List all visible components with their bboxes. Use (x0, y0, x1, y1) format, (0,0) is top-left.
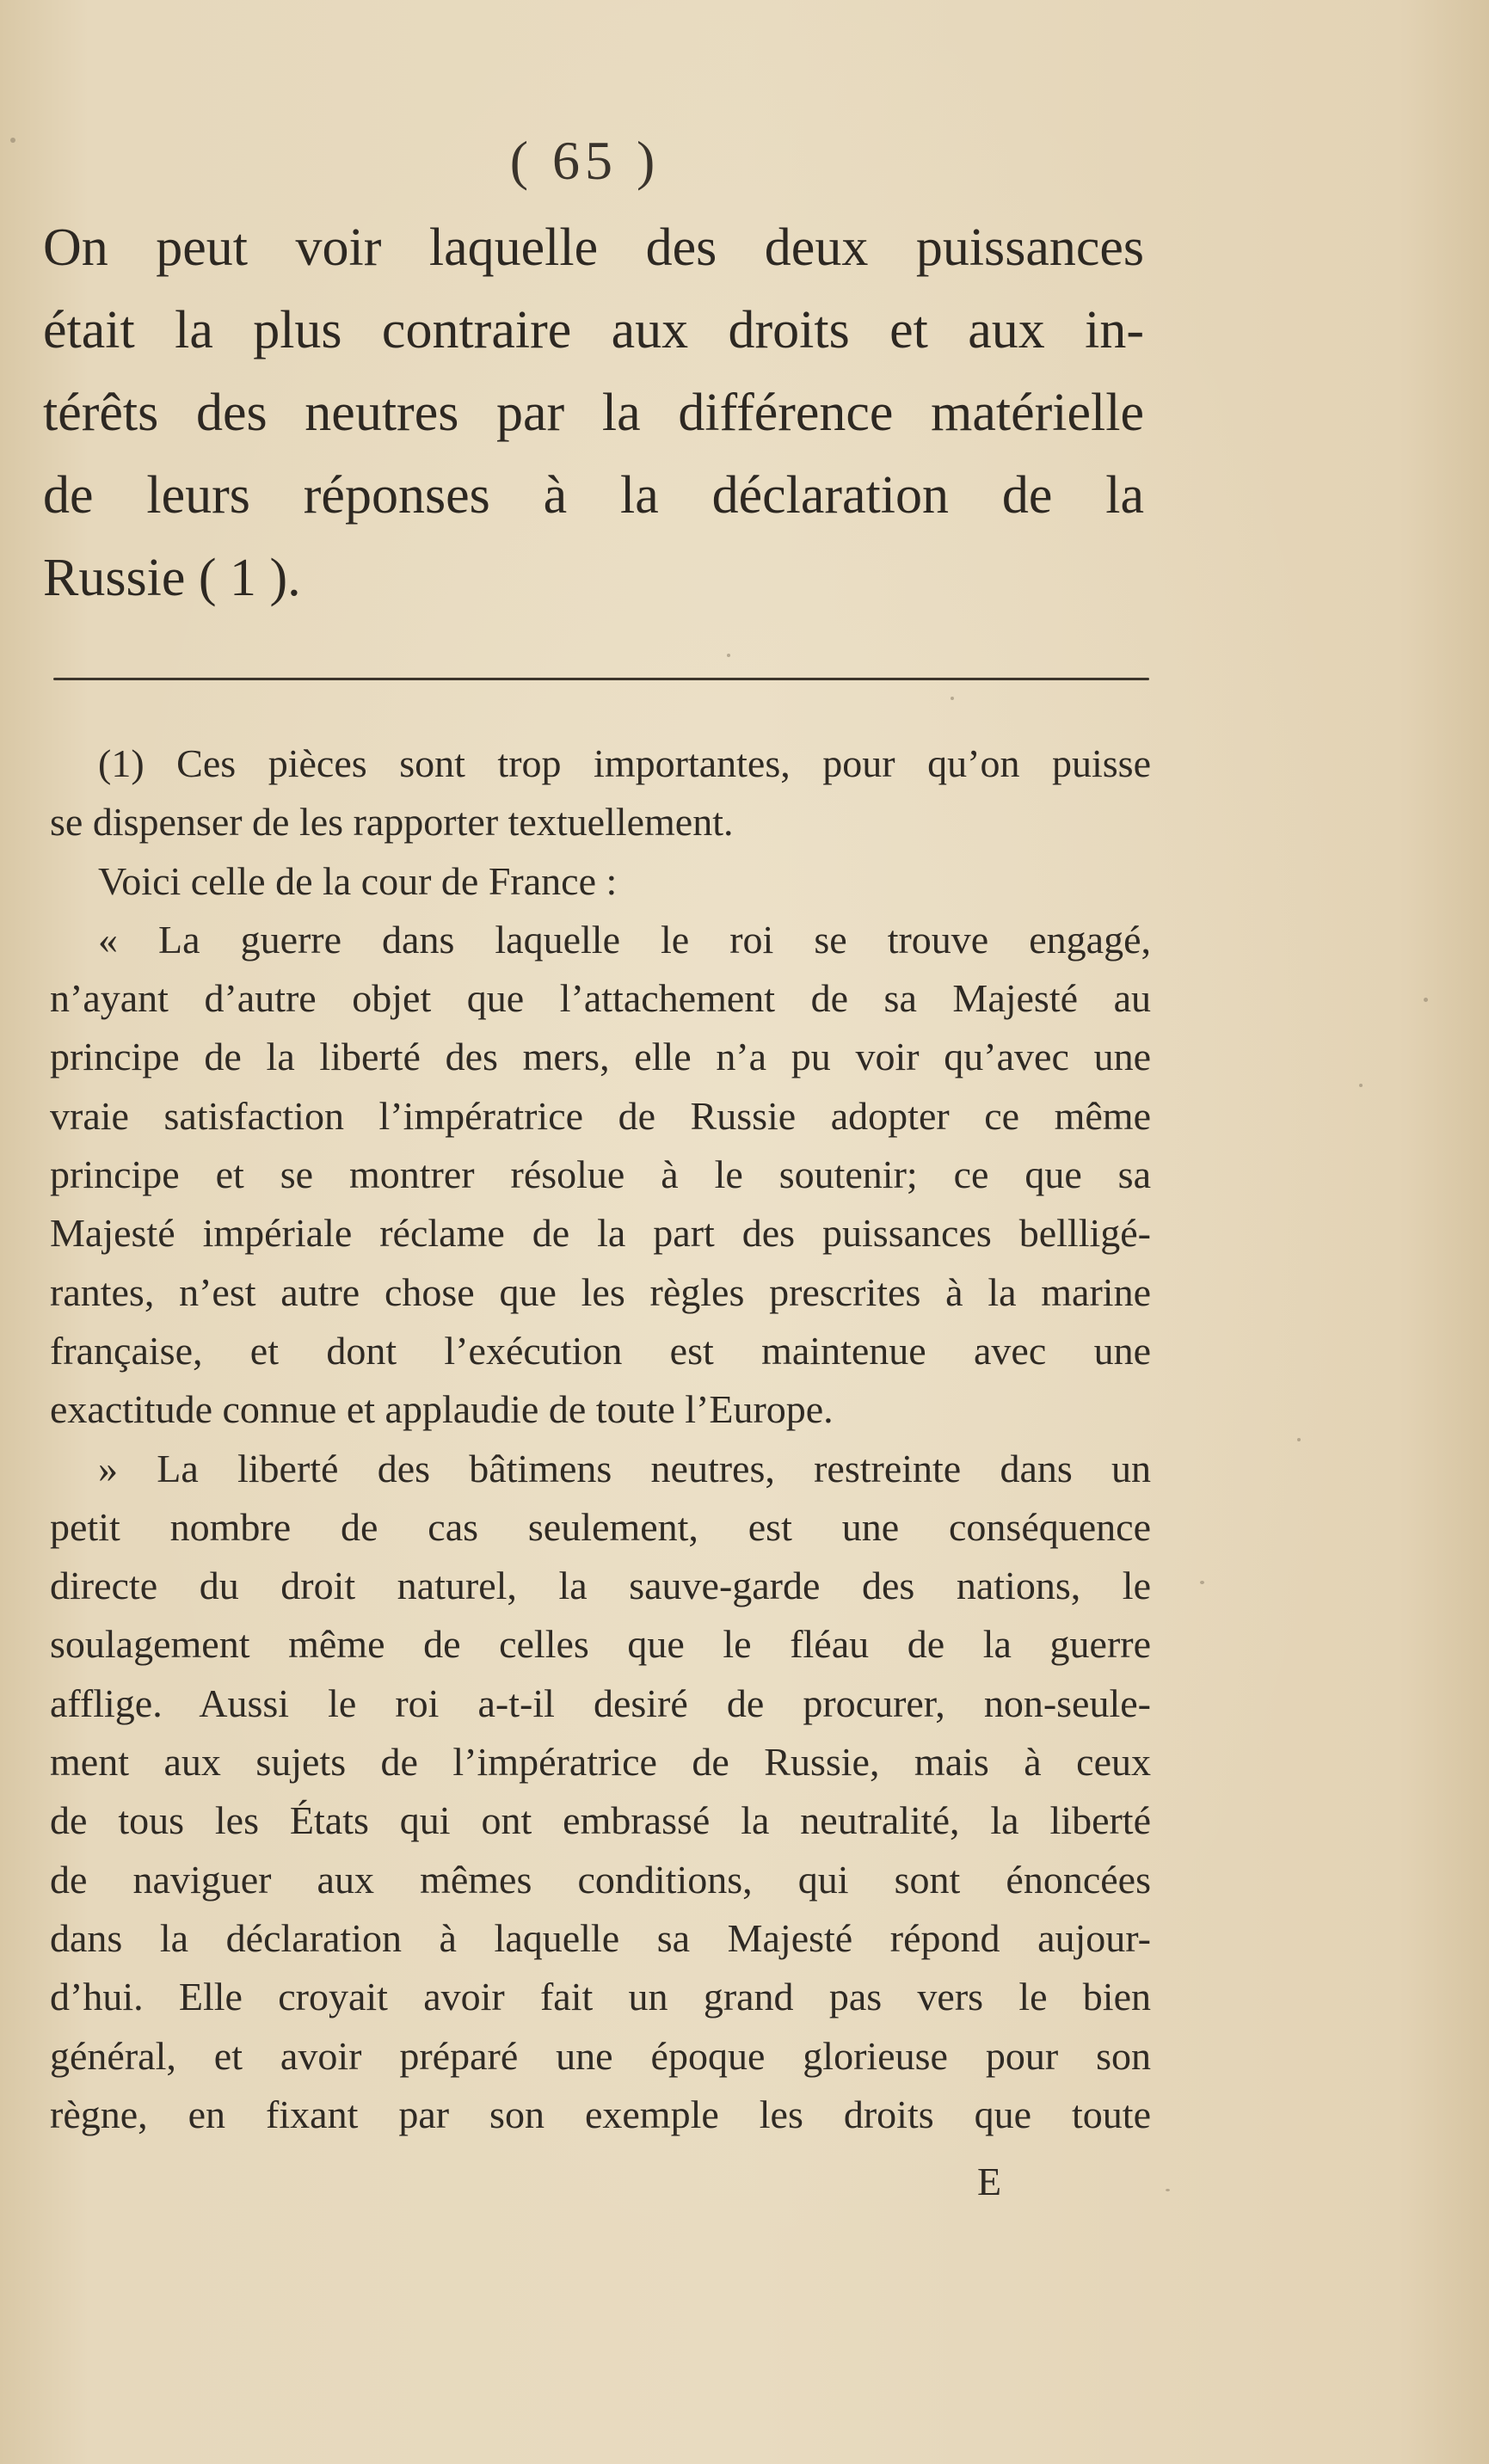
footnote-line: se dispenser de les rapporter textuellement. (50, 800, 734, 845)
signature-mark: E (976, 2160, 1002, 2203)
paper-speck (1200, 1581, 1204, 1584)
main-text-line: Russie ( 1 ). (43, 549, 301, 607)
paper-speck (727, 654, 730, 657)
footnote-line: (1) Ces pièces sont trop importantes, pour qu’on puisse (98, 741, 1151, 785)
footnote-line: » La liberté des bâtimens neutres, restreinte dans un (98, 1446, 1151, 1490)
main-text-line: On peut voir laquelle des deux puissances (43, 218, 1144, 277)
footnote-line: d’hui. Elle croyait avoir fait un grand pas vers le bien (50, 1975, 1151, 2019)
footnote-line: petit nombre de cas seulement, est une conséquence (50, 1504, 1151, 1549)
footnote-line: afflige. Aussi le roi a-t-il desiré de procurer, non-seule- (50, 1681, 1151, 1725)
footnote-line: « La guerre dans laquelle le roi se trouve engagé, (98, 917, 1151, 962)
footnote-line: n’ayant d’autre objet que l’attachement de sa Majesté au (50, 976, 1151, 1021)
main-paragraph (43, 206, 1144, 619)
footnote-line: règne, en fixant par son exemple les droits que toute (50, 2092, 1151, 2136)
footnote-line: de tous les États qui ont embrassé la neutralité, la liberté (50, 1798, 1151, 1843)
footnote-line: principe et se montrer résolue à le soutenir; ce que sa (50, 1152, 1151, 1197)
footnote-line: rantes, n’est autre chose que les règles prescrites à la marine (50, 1269, 1151, 1314)
footnote-line: exactitude connue et applaudie de toute l’Europe. (50, 1387, 834, 1432)
footnote-block (50, 734, 1151, 2144)
footnote-line: dans la déclaration à laquelle sa Majesté répond aujour- (50, 1915, 1151, 1960)
main-text-line: térêts des neutres par la différence matérielle (43, 384, 1144, 442)
footnote-line: Majesté impériale réclame de la part des puissances bellligé- (50, 1211, 1151, 1256)
footnote-line: française, et dont l’exécution est maintenue avec une (50, 1328, 1151, 1373)
footnote-line: soulagement même de celles que le fléau de la guerre (50, 1622, 1151, 1667)
footnote-separator-rule (53, 678, 1149, 680)
main-text-line: de leurs réponses à la déclaration de la (43, 466, 1144, 525)
main-text-line: était la plus contraire aux droits et aux in- (43, 301, 1144, 359)
page-number: ( 65 ) (509, 130, 661, 191)
paper-speck (1297, 1438, 1301, 1441)
footnote-line: ment aux sujets de l’impératrice de Russie, mais à ceux (50, 1740, 1151, 1785)
paper-speck (1424, 998, 1428, 1002)
footnote-line: général, et avoir préparé une époque glorieuse pour son (50, 2033, 1151, 2078)
footnote-line: de naviguer aux mêmes conditions, qui sont énoncées (50, 1857, 1151, 1902)
footnote-line: principe de la liberté des mers, elle n’a pu voir qu’avec une (50, 1035, 1151, 1079)
footnote-line: vraie satisfaction l’impératrice de Russie adopter ce même (50, 1093, 1151, 1138)
footnote-line: directe du droit naturel, la sauve-garde des nations, le (50, 1564, 1151, 1608)
paper-speck (1166, 2189, 1170, 2191)
footnote-line: Voici celle de la cour de France : (98, 858, 618, 903)
paper-speck (951, 697, 954, 700)
paper-speck (1359, 1084, 1363, 1087)
